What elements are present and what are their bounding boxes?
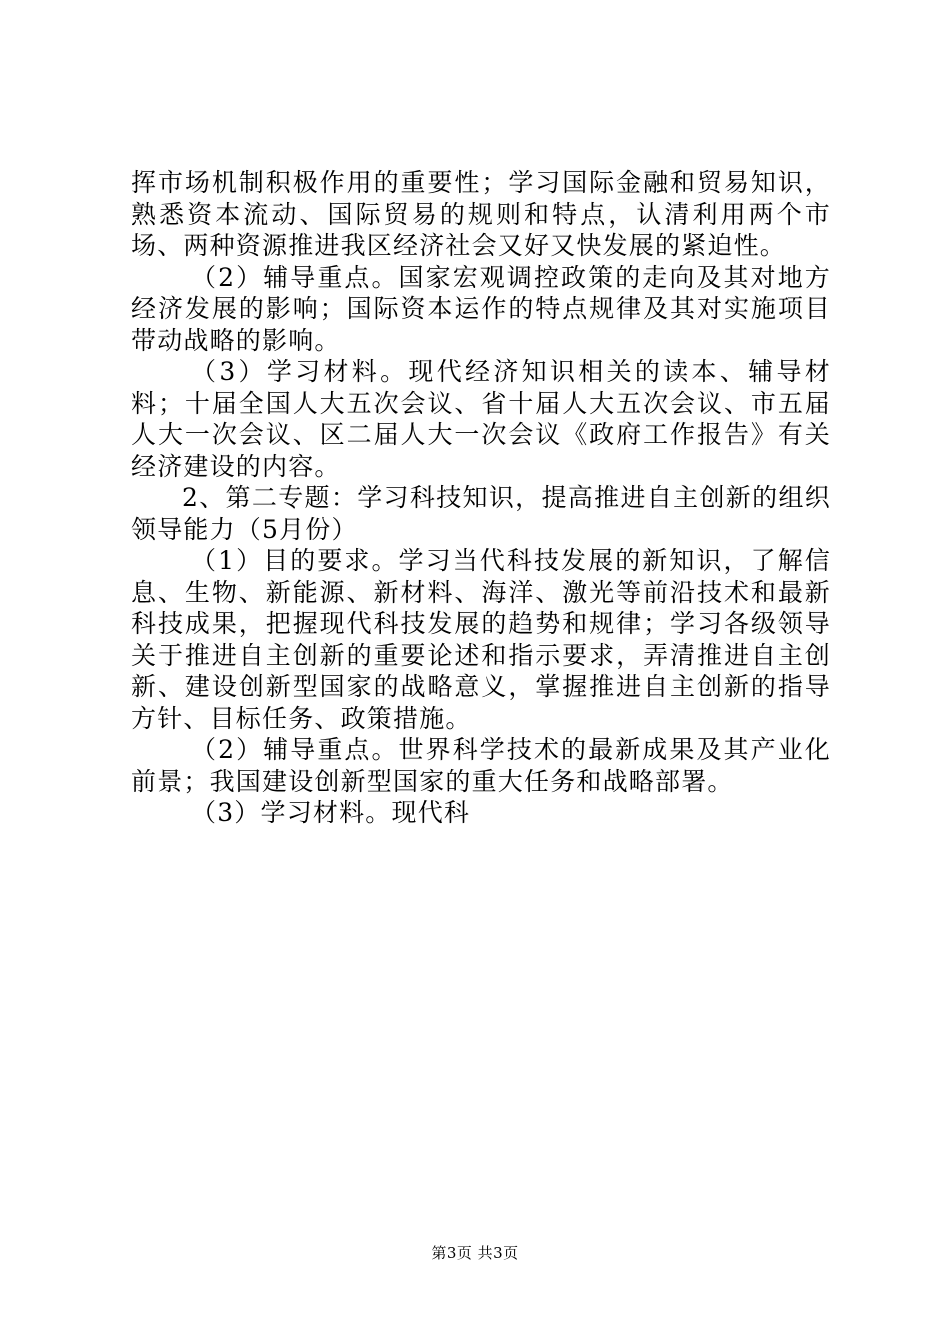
page-number-label: 第3页 共3页 bbox=[431, 1244, 519, 1262]
document-body bbox=[131, 167, 831, 829]
paragraph-3: （3）学习材料。现代经济知识相关的读本、辅导材料；十届全国人大五次会议、省十届人大五次会议、市五届人大一次会议、区二届人大一次会议《政府工作报告》有关经济建设的内容。 bbox=[131, 357, 831, 481]
paragraph-1: 挥市场机制积极作用的重要性；学习国际金融和贸易知识，熟悉资本流动、国际贸易的规则和特点，认清利用两个市场、两种资源推进我区经济社会又好又快发展的紧迫性。 bbox=[131, 168, 831, 260]
paragraph-7: （3）学习材料。现代科 bbox=[191, 798, 471, 827]
paragraph-6: （2）辅导重点。世界科学技术的最新成果及其产业化前景；我国建设创新型国家的重大任务和战略部署。 bbox=[131, 735, 831, 796]
paragraph-5: （1）目的要求。学习当代科技发展的新知识，了解信息、生物、新能源、新材料、海洋、激光等前沿技术和最新科技成果，把握现代科技发展的趋势和规律；学习各级领导关于推进自主创新的重要论述和指示要求，弄清推进自主创新、建设创新型国家的战略意义，掌握推进自主创新的指导方针、目标任务、政策措施。 bbox=[131, 546, 831, 733]
paragraph-4-section-heading: 2、第二专题：学习科技知识，提高推进自主创新的组织领导能力（5月份） bbox=[131, 483, 831, 544]
paragraph-2: （2）辅导重点。国家宏观调控政策的走向及其对地方经济发展的影响；国际资本运作的特点规律及其对实施项目带动战略的影响。 bbox=[131, 262, 831, 355]
page-footer bbox=[0, 1243, 950, 1263]
